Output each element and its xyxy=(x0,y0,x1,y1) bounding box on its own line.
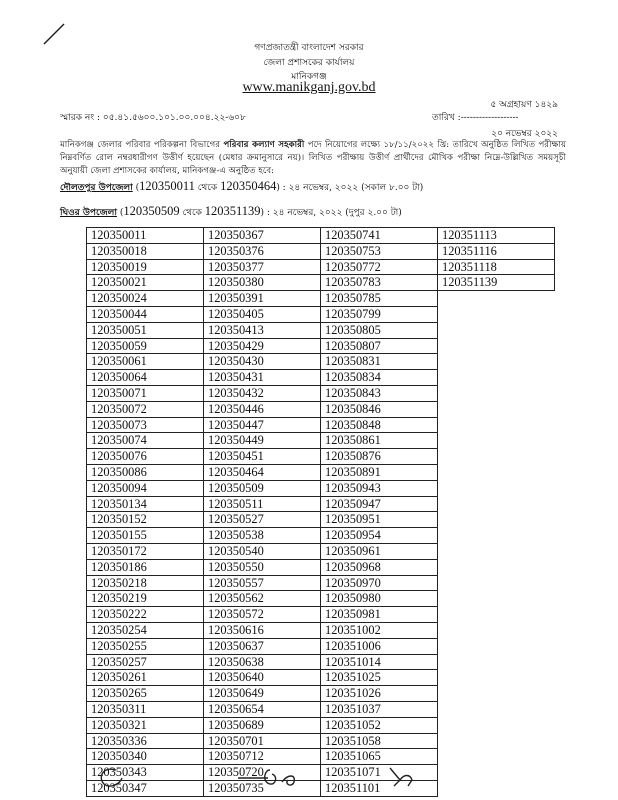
roll-number-cell xyxy=(438,338,555,354)
roll-number-cell: 120350550 xyxy=(204,559,321,575)
roll-number-cell: 120350848 xyxy=(321,417,438,433)
upazila-schedule-ghior: ঘিওর উপজেলা (120350509 থেকে 120351139) : ২৪ নভেম্বর, ২০২২ (দুপুর ২.০০ টা) xyxy=(60,204,402,218)
roll-number-cell: 120350846 xyxy=(321,401,438,417)
roll-number-cell xyxy=(438,401,555,417)
roll-number-cell: 120350257 xyxy=(87,654,204,670)
roll-number-cell xyxy=(438,591,555,607)
roll-number-cell: 120350785 xyxy=(321,291,438,307)
roll-number-cell: 120350265 xyxy=(87,686,204,702)
table-row xyxy=(87,765,555,781)
table-row xyxy=(87,275,555,291)
table-row xyxy=(87,575,555,591)
roll-number-cell: 120351101 xyxy=(321,780,438,796)
table-row xyxy=(87,559,555,575)
roll-number-cell: 120350186 xyxy=(87,559,204,575)
english-date: ২০ নভেম্বর ২০২২ xyxy=(491,129,558,139)
roll-number-cell: 120350321 xyxy=(87,717,204,733)
roll-number-cell: 120350446 xyxy=(204,401,321,417)
roll-number-cell: 120351065 xyxy=(321,749,438,765)
roll-number-cell: 120350876 xyxy=(321,449,438,465)
table-row xyxy=(87,338,555,354)
roll-number-cell: 120351006 xyxy=(321,638,438,654)
roll-number-cell: 120351116 xyxy=(438,243,555,259)
roll-number-cell: 120350405 xyxy=(204,306,321,322)
roll-number-cell xyxy=(438,733,555,749)
roll-number-cell: 120351037 xyxy=(321,701,438,717)
roll-number-cell xyxy=(438,607,555,623)
roll-number-cell: 120350637 xyxy=(204,638,321,654)
roll-number-cell: 120350018 xyxy=(87,243,204,259)
roll-number-cell xyxy=(438,654,555,670)
upazila-name: ঘিওর উপজেলা xyxy=(60,208,117,218)
roll-number-cell: 120350019 xyxy=(87,259,204,275)
roll-number-cell: 120350024 xyxy=(87,291,204,307)
roll-number-cell: 120350222 xyxy=(87,607,204,623)
roll-number-cell: 120350380 xyxy=(204,275,321,291)
roll-number-cell: 120350540 xyxy=(204,543,321,559)
roll-number-cell xyxy=(438,385,555,401)
roll-number-cell: 120350799 xyxy=(321,306,438,322)
roll-number-cell: 120350311 xyxy=(87,701,204,717)
roll-number-cell: 120350891 xyxy=(321,464,438,480)
notice-body-part2: পদে নিয়োগের লক্ষ্যে ১৮/১১/২০২২ খ্রি: তারিখে অনুষ্ঠিত লিখিত পরীক্ষায় নিম্নবর্ণিত রোল নম্বরধারীগণ উত্তীর্ণ হয়েছেন (মেধার ক্রমানুসারে নয়)। লিখিত পরীক্ষায় উত্তীর্ণ প্রার্থীদের মৌখিক পরীক্ষা নিম্নে-উল্লিখিত সময়সূচী অনুযায়ী জেলা প্রশাসকের কার্যালয়, মানিকগঞ্জ-এ অনুষ্ঠিত হবে: xyxy=(60,140,567,177)
table-row xyxy=(87,607,555,623)
roll-number-cell: 120350970 xyxy=(321,575,438,591)
roll-number-cell: 120350430 xyxy=(204,354,321,370)
memo-number: স্মারক নং : ০৫.৪১.৫৬০০.১০১.০০.০০৪.২২-৬০৮ xyxy=(60,113,246,123)
roll-from: 120350011 xyxy=(139,179,195,193)
roll-number-cell: 120350701 xyxy=(204,733,321,749)
table-row xyxy=(87,749,555,765)
roll-number-cell: 120350557 xyxy=(204,575,321,591)
roll-number-cell: 120350712 xyxy=(204,749,321,765)
roll-number-cell xyxy=(438,291,555,307)
table-row xyxy=(87,717,555,733)
roll-number-cell: 120351025 xyxy=(321,670,438,686)
roll-number-cell: 120350134 xyxy=(87,496,204,512)
roll-number-cell: 120350741 xyxy=(321,228,438,244)
header-district: মানিকগঞ্জ xyxy=(291,72,327,82)
roll-number-cell xyxy=(438,638,555,654)
roll-number-cell: 120350064 xyxy=(87,370,204,386)
roll-number-cell: 120350044 xyxy=(87,306,204,322)
roll-number-cell: 120350753 xyxy=(321,243,438,259)
roll-number-cell: 120350073 xyxy=(87,417,204,433)
roll-number-cell xyxy=(438,765,555,781)
roll-number-cell: 120350527 xyxy=(204,512,321,528)
roll-number-cell: 120350152 xyxy=(87,512,204,528)
roll-number-cell: 120351118 xyxy=(438,259,555,275)
roll-number-cell: 120350431 xyxy=(204,370,321,386)
roll-number-cell: 120350980 xyxy=(321,591,438,607)
roll-number-cell: 120350689 xyxy=(204,717,321,733)
table-row xyxy=(87,385,555,401)
upazila-schedule-daulatpur: দৌলতপুর উপজেলা (120350011 থেকে 120350464) : ২৪ নভেম্বর, ২০২২ (সকাল ৮.০০ টা) xyxy=(60,179,424,193)
roll-number-cell: 120350783 xyxy=(321,275,438,291)
roll-number-cell: 120350071 xyxy=(87,385,204,401)
roll-number-cell: 120350943 xyxy=(321,480,438,496)
table-row xyxy=(87,622,555,638)
roll-number-cell: 120350968 xyxy=(321,559,438,575)
roll-number-cell: 120350336 xyxy=(87,733,204,749)
table-row xyxy=(87,306,555,322)
roll-number-cell xyxy=(438,528,555,544)
roll-number-cell: 120350805 xyxy=(321,322,438,338)
roll-number-cell: 120350509 xyxy=(204,480,321,496)
roll-number-cell: 120350464 xyxy=(204,464,321,480)
roll-number-cell: 120350772 xyxy=(321,259,438,275)
roll-number-cell: 120350429 xyxy=(204,338,321,354)
roll-number-cell xyxy=(438,464,555,480)
roll-number-cell xyxy=(438,780,555,796)
roll-number-cell: 120350086 xyxy=(87,464,204,480)
schedule-time: ) : ২৪ নভেম্বর, ২০২২ (সকাল ৮.০০ টা) xyxy=(276,183,424,193)
roll-from: 120350509 xyxy=(123,204,180,218)
table-row xyxy=(87,464,555,480)
table-row xyxy=(87,528,555,544)
table-row xyxy=(87,496,555,512)
roll-number-cell: 120350447 xyxy=(204,417,321,433)
roll-number-cell xyxy=(438,306,555,322)
roll-number-cell: 120350347 xyxy=(87,780,204,796)
roll-number-cell: 120350340 xyxy=(87,749,204,765)
roll-number-cell: 120350981 xyxy=(321,607,438,623)
roll-number-cell: 120350367 xyxy=(204,228,321,244)
roll-number-cell: 120350834 xyxy=(321,370,438,386)
table-row xyxy=(87,543,555,559)
roll-number-cell: 120351014 xyxy=(321,654,438,670)
table-row xyxy=(87,259,555,275)
table-row xyxy=(87,701,555,717)
table-row xyxy=(87,686,555,702)
roll-number-cell xyxy=(438,575,555,591)
roll-number-cell: 120350094 xyxy=(87,480,204,496)
roll-number-cell: 120350343 xyxy=(87,765,204,781)
table-row xyxy=(87,733,555,749)
roll-number-cell: 120350377 xyxy=(204,259,321,275)
roll-number-cell: 120350051 xyxy=(87,322,204,338)
schedule-time: ) : ২৪ নভেম্বর, ২০২২ (দুপুর ২.০০ টা) xyxy=(260,208,402,218)
roll-number-cell: 120350218 xyxy=(87,575,204,591)
header-office: জেলা প্রশাসকের কার্যালয় xyxy=(263,58,355,68)
roll-number-cell: 120350391 xyxy=(204,291,321,307)
roll-number-cell: 120350255 xyxy=(87,638,204,654)
roll-number-cell xyxy=(438,701,555,717)
roll-number-cell: 120350261 xyxy=(87,670,204,686)
roll-number-cell: 120350562 xyxy=(204,591,321,607)
table-row xyxy=(87,417,555,433)
roll-number-cell: 120350511 xyxy=(204,496,321,512)
roll-number-cell: 120350640 xyxy=(204,670,321,686)
roll-number-cell: 120351002 xyxy=(321,622,438,638)
table-row xyxy=(87,591,555,607)
roll-number-cell: 120350572 xyxy=(204,607,321,623)
roll-number-cell: 120350155 xyxy=(87,528,204,544)
roll-number-cell: 120350076 xyxy=(87,449,204,465)
roll-number-cell: 120351139 xyxy=(438,275,555,291)
roll-number-cell: 120350954 xyxy=(321,528,438,544)
roll-number-cell: 120350861 xyxy=(321,433,438,449)
header-government: গণপ্রজাতন্ত্রী বাংলাদেশ সরকার xyxy=(254,43,364,53)
roll-number-cell: 120350059 xyxy=(87,338,204,354)
roll-number-cell xyxy=(438,670,555,686)
table-row xyxy=(87,780,555,796)
roll-number-cell: 120350413 xyxy=(204,322,321,338)
roll-number-cell: 120350947 xyxy=(321,496,438,512)
table-row xyxy=(87,480,555,496)
roll-number-cell: 120350451 xyxy=(204,449,321,465)
roll-number-cell: 120350654 xyxy=(204,701,321,717)
table-row xyxy=(87,370,555,386)
signature-2 xyxy=(236,764,314,790)
roll-number-cell xyxy=(438,622,555,638)
roll-number-cell: 120350072 xyxy=(87,401,204,417)
roll-number-cell: 120350011 xyxy=(87,228,204,244)
roll-number-cell xyxy=(438,480,555,496)
roll-number-cell: 120350843 xyxy=(321,385,438,401)
roll-number-cell: 120350172 xyxy=(87,543,204,559)
bangla-date: ৫ অগ্রহায়ণ ১৪২৯ xyxy=(490,100,558,110)
table-row xyxy=(87,322,555,338)
roll-number-cell: 120350961 xyxy=(321,543,438,559)
website-link[interactable]: www.manikganj.gov.bd xyxy=(242,80,376,95)
table-row xyxy=(87,243,555,259)
post-name: পরিবার কল্যাণ সহকারী xyxy=(223,140,305,150)
roll-number-table xyxy=(86,227,555,797)
table-row xyxy=(87,401,555,417)
roll-number-cell: 120350616 xyxy=(204,622,321,638)
roll-number-cell xyxy=(438,370,555,386)
roll-number-cell xyxy=(438,354,555,370)
signature-1 xyxy=(92,764,132,790)
roll-number-cell xyxy=(438,749,555,765)
roll-number-cell xyxy=(438,717,555,733)
roll-number-cell xyxy=(438,417,555,433)
roll-number-cell: 120350649 xyxy=(204,686,321,702)
roll-number-cell xyxy=(438,559,555,575)
table-row xyxy=(87,512,555,528)
roll-number-cell: 120350021 xyxy=(87,275,204,291)
roll-number-cell: 120350638 xyxy=(204,654,321,670)
roll-number-cell: 120350951 xyxy=(321,512,438,528)
roll-number-cell: 120351071 xyxy=(321,765,438,781)
signature-3 xyxy=(386,764,416,790)
table-row xyxy=(87,228,555,244)
roll-number-cell: 120350376 xyxy=(204,243,321,259)
roll-number-cell: 120350831 xyxy=(321,354,438,370)
notice-body-part1: মানিকগঞ্জ জেলার পরিবার পরিকল্পনা বিভাগের xyxy=(60,140,221,150)
roll-number-cell xyxy=(438,433,555,449)
table-row xyxy=(87,433,555,449)
roll-number-cell: 120350074 xyxy=(87,433,204,449)
roll-number-cell: 120350432 xyxy=(204,385,321,401)
roll-number-cell: 120351058 xyxy=(321,733,438,749)
roll-number-cell xyxy=(438,686,555,702)
roll-number-cell xyxy=(438,322,555,338)
roll-number-cell: 120350254 xyxy=(87,622,204,638)
roll-number-cell xyxy=(438,449,555,465)
roll-number-cell: 120350219 xyxy=(87,591,204,607)
roll-number-cell: 120350449 xyxy=(204,433,321,449)
table-row xyxy=(87,354,555,370)
roll-number-cell xyxy=(438,543,555,559)
table-row xyxy=(87,449,555,465)
roll-to: 120351139 xyxy=(204,204,261,218)
roll-number-cell: 120351052 xyxy=(321,717,438,733)
roll-number-cell: 120350061 xyxy=(87,354,204,370)
roll-to: 120350464 xyxy=(220,179,277,193)
roll-number-cell: 120351026 xyxy=(321,686,438,702)
date-label: তারিখ :------------------- xyxy=(432,113,519,123)
roll-number-cell: 120350735 xyxy=(204,780,321,796)
table-row xyxy=(87,638,555,654)
table-row xyxy=(87,670,555,686)
table-row xyxy=(87,291,555,307)
roll-number-cell: 120350720 xyxy=(204,765,321,781)
notice-body xyxy=(60,139,566,179)
roll-number-cell xyxy=(438,496,555,512)
roll-number-cell xyxy=(438,512,555,528)
roll-number-cell: 120351113 xyxy=(438,228,555,244)
table-row xyxy=(87,654,555,670)
roll-number-cell: 120350807 xyxy=(321,338,438,354)
roll-number-cell: 120350538 xyxy=(204,528,321,544)
upazila-name: দৌলতপুর উপজেলা xyxy=(60,183,133,193)
